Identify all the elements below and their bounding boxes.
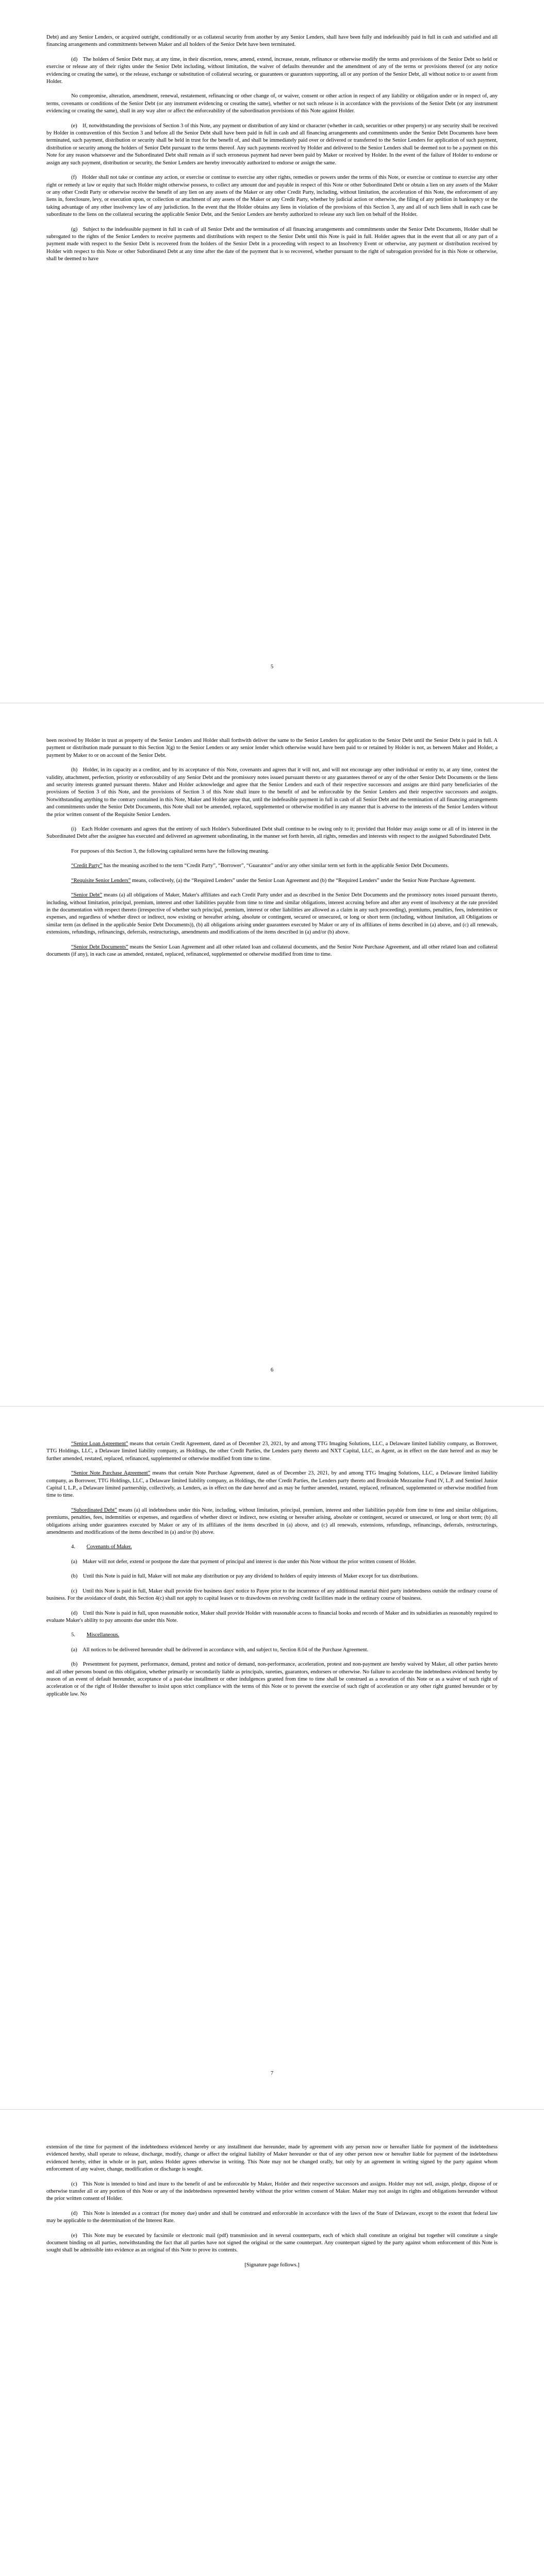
page-number: 5: [270, 664, 274, 670]
paragraph: (a) Maker will not defer, extend or postpone the date that payment of principal and interest is due under this Note without the prior written consent of Holder.: [71, 1558, 417, 1565]
defined-term: “Senior Loan Agreement”: [71, 1441, 128, 1447]
paragraph: (b) Until this Note is paid in full, Maker will not make any distribution or pay any dividend to holders of equity interests of Maker except for tax distributions.: [71, 1573, 419, 1580]
definition-subordinated-debt: [46, 1507, 498, 1537]
signature-page-note: [Signature page follows.]: [244, 2262, 300, 2268]
section-title: Covenants of Maker.: [86, 1544, 132, 1550]
defined-term: “Credit Party”: [71, 863, 103, 869]
paragraph: (g) Subject to the indefeasible payment in full in cash of all Senior Debt and the termination of all financing arrangements and commitments under the Senior Debt Documents, Holder shall be subrogated to the rights of the Senior Lenders to receive payments and distributions with respect to the Senior Debt until this Note is paid in full. Holder agrees that in the event that all or any part of a payment made with respect to the Senior Debt is recovered from the holders of the Senior Debt in a proceeding with respect to an Insolvency Event or otherwise, any payment or distribution received by Holder with respect to this Note or other Subordinated Debt at any time after the date of the payment that is so recovered, whether pursuant to the right of subrogation provided for in this Note or otherwise, shall be deemed to have: [46, 226, 498, 262]
definition-text: has the meaning ascribed to the term “Credit Party”, “Borrower”, “Guarantor” and/or any other similar term set forth in the applicable Senior Debt Documents.: [102, 863, 449, 869]
definition-credit-party: [46, 862, 498, 870]
paragraph: (f) Holder shall not take or continue any action, or exercise or continue to exercise any other rights, remedies or powers under the terms of this Note, or exercise or continue to exercise any other right or remedy at law or equity that such Holder might otherwise possess, to collect any amount due and payable in respect of this Note or other Subordinated Debt or obtain a lien on any assets of the Maker or any other Credit Party or otherwise receive the benefit of any lien on any assets of the Maker or any other Credit Party, including, without limitation, the acceleration of this Note, the enforcement of any liens in, foreclosure, levy, or execution upon, or collection or attachment of any assets of the Maker or any Credit Party, whether by judicial action or otherwise, the filing of any petition in bankruptcy or the taking advantage of any other insolvency law of any jurisdiction. In the event that the Holder obtains any liens in violation of the provisions of this Section 3, any and all of such liens shall in each case be subordinate to the liens on the collateral securing the applicable Senior Debt, and the Senior Lenders are hereby authorized to release any such lien on behalf of the Holder.: [46, 175, 498, 218]
paragraph: No compromise, alteration, amendment, renewal, restatement, refinancing or other change of, or waiver, consent or other action in respect of any liability or obligation under or in respect of, any terms, covenants or conditions of the Senior Debt (or any instrument evidencing or creating the same), whether or not such release is in accordance with the provisions of the Senior Debt (or any instrument evidencing or creating the same), shall in any way alter or affect the enforceability of the subordination provisions of this Note against Holder.: [46, 93, 498, 114]
paragraph: (b) Presentment for payment, performance, demand, protest and notice of demand, non-performance, acceleration, protest and non-payment are hereby waived by Maker, all other parties hereto and all other persons bound on this obligation, whether primarily or secondarily liable as principals, sureties, guarantors, endorsers or otherwise. No failure to accelerate the indebtedness evidenced hereby by reason of an event of default hereunder, acceptance of a past-due installment or other indulgences granted from time to time shall be construed as a novation of this Note or as a waiver of such right of acceleration or of the right of Holder thereafter to insist upon strict compliance with the terms of this Note or to prevent the exercise of such right of acceleration or any other right granted hereunder or by applicable law. No: [46, 1662, 498, 1697]
page-number: 6: [270, 1367, 274, 1373]
paragraph: (d) Until this Note is paid in full, upon reasonable notice, Maker shall provide Holder with reasonable access to financial books and records of Maker and its subsidiaries as reasonably required to evaluate Maker's ability to pay amounts due under this Note.: [46, 1610, 498, 1623]
definition-requisite-senior-lenders: [46, 877, 498, 885]
page-number: 7: [270, 2071, 274, 2076]
section-number: 5.: [71, 1632, 75, 1638]
document-page-6: [0, 703, 544, 1406]
section-heading-miscellaneous: [46, 1632, 498, 1639]
paragraph: (c) This Note is intended to bind and inure to the benefit of and be enforceable by Maker, Holder and their respective successors and assigns. Holder may not sell, assign, pledge, dispose of or otherwise transfer all or any portion of this Note or any of the indebtedness represented hereby without the prior written consent of Maker. Maker may not assign its rights and obligations hereunder without the prior written consent of Holder.: [46, 2181, 498, 2202]
definition-text: means (a) all indebtedness under this Note, including, without limitation, principal, premium, interest and other liabilities payable from time to time and similar obligations, premiums, penalties, fees, indemnities or expenses, and regardless of whether direct or indirect, now existing or hereafter arising, absolute or contingent, secured or unsecured, or long or short term; (b) all obligations arising under guarantees executed by Maker or any of its affiliates of the items described in (a) above, and (c) all renewals, extensions, refundings, refinancings, deferrals, restructurings, amendments and modifications of the items described in (a) and/or (b) above.: [46, 1507, 498, 1536]
defined-term: “Subordinated Debt”: [71, 1507, 117, 1513]
definition-text: means, collectively, (a) the “Required Lenders” under the Senior Loan Agreement and (b) the “Required Lenders” under the Senior Note Purchase Agreement.: [130, 877, 476, 884]
definition-text: means that certain Note Purchase Agreement, dated as of December 23, 2021, by and among TTG Imaging Solutions, LLC, a Delaware limited liability company, as Borrower, TTG Holdings, LLC, a Delaware limited liability company, as Holdings, the other Credit Parties, the Lenders party thereto and Brookside Mezzanine Fund IV, L.P. and Sentinel Junior Capital I, L.P., a Delaware limited partnership, collectively, as Lenders, as in effect on the date hereof and as may be further amended, restated, replaced, refinanced, supplemented or otherwise modified from time to time.: [46, 1470, 498, 1499]
paragraph: (i) Each Holder covenants and agrees that the entirety of such Holder's Subordinated Debt shall continue to be owing only to it; provided that Holder may assign some or all of its interest in the Subordinated Debt after the assignee has executed and delivered an agreement subordinating, in the manner set forth herein, all rights, remedies and interests with respect to the assigned Subordinated Debt.: [46, 826, 498, 840]
section-number: 4.: [71, 1544, 75, 1550]
defined-term: “Senior Debt”: [71, 892, 103, 899]
definition-text: means that certain Credit Agreement, dated as of December 23, 2021, by and among TTG Imaging Solutions, LLC, a Delaware limited liability company, as Borrower, TTG Holdings, LLC, a Delaware limited liability company, as Holdings, the other Credit Parties, the Lenders party thereto and NXT Capital, LLC, as Agent, as in effect on the date hereof and as may be further amended, restated, replaced, refinanced, supplemented or otherwise modified from time to time.: [46, 1441, 498, 1462]
paragraph: extension of the time for payment of the indebtedness evidenced hereby or any installment due hereunder, made by agreement with any person now or hereafter liable for payment of the indebtedness evidenced hereby, shall operate to release, discharge, modify, change or affect the original liability of Maker hereunder or that of any other person now or hereafter liable for payment of the indebtedness evidenced hereby, either in whole or in part, unless Holder agrees otherwise in writing. This Note may not be changed orally, but only by an agreement in writing signed by the party against whom enforcement of any waiver, change, modification or discharge is sought.: [46, 2144, 498, 2173]
paragraph: (d) The holders of Senior Debt may, at any time, in their discretion, renew, amend, extend, increase, restate, refinance or otherwise modify the terms and provisions of the Senior Debt so held or exercise or release any of their rights under the Senior Debt including, without limitation, the waiver of defaults thereunder and the amendment of any of the terms or provisions thereof (or any notice evidencing or creating the same), or the release, exchange or substitution of collateral securing, or guarantees or guarantors supporting, all or any portion of the Senior Debt, all without notice to or assent from Holder.: [46, 56, 498, 85]
section-title: Miscellaneous.: [86, 1632, 120, 1638]
paragraph: For purposes of this Section 3, the following capitalized terms have the following meaning.: [71, 848, 270, 854]
paragraph: (e) This Note may be executed by facsimile or electronic mail (pdf) transmission and in several counterparts, each of which shall constitute an original but together will constitute a single document binding on all parties, notwithstanding the fact that all parties have not signed the original or the same counterpart. Any counterpart signed by the party against whom enforcement of this Note is sought shall be admissible into evidence as an original of this Note to prove its contents.: [46, 2232, 498, 2253]
definition-senior-debt-documents: [46, 944, 498, 959]
definition-text: means (a) all obligations of Maker, Maker's affiliates and each Credit Party under and as described in the Senior Debt Documents and the promissory notes issued pursuant thereto, including, without limitation, principal, premium, interest and other liabilities payable from time to time and similar obligations, interest accruing before and after any event of insolvency at the rate provided in the documentation with respect thereto (irrespective of whether such principal, premium, interest or other liabilities are allowed as a claim in any such proceeding), premiums, penalties, fees, indemnities or expenses, and regardless of whether direct or indirect, now existing or hereafter arising, absolute or contingent, secured or unsecured, or long or short term (including, without limitation, all Obligations or similar term (as defined in the applicable Senior Debt Documents)), (b) all obligations arising under guarantees executed by Maker or any of its affiliates of items described in (a) above, and (c) all renewals, extensions, refundings, refinancings, deferrals, restructurings, amendments and modifications of the items described in (a) and/or (b) above.: [46, 892, 498, 936]
definition-senior-debt: [46, 892, 498, 936]
paragraph: (e) If, notwithstanding the provisions of Section 3 of this Note, any payment or distribution of any kind or character (whether in cash, securities or other property) or any security shall be received by Holder in contravention of this Section 3 and before all the Senior Debt shall have been paid in full in cash and all financing arrangements and commitments under the Senior Debt Documents have been terminated, such payment, distribution or security shall be held in trust for the benefit of, and shall be immediately paid over or delivered or transferred to the Senior Lenders for application of such payment, distribution or security among the holders of Senior Debt pursuant to the terms thereof. Any such payments received by Holder and delivered to the Senior Lenders shall be deemed not to be a payment on this Note for any reason whatsoever and the Subordinated Debt shall remain as if such erroneous payment had never been paid by Maker or received by Holder. In the event of the failure of Holder to endorse or assign any such payment, distribution or security, the Senior Lenders are hereby irrevocably authorized to endorse or assign the same.: [46, 123, 498, 166]
defined-term: “Senior Debt Documents”: [71, 944, 128, 950]
definition-senior-note-purchase-agreement: [46, 1470, 498, 1500]
document-page-7: [0, 1406, 544, 2110]
paragraph: been received by Holder in trust as property of the Senior Lenders and Holder shall forthwith deliver the same to the Senior Lenders for application to the Senior Debt until the Senior Debt is paid in full. A payment or distribution made pursuant to this Section 3(g) to the Senior Lenders or any senior lender which otherwise would have been paid to or retained by Holder is not, as between Maker and Holder, a payment by Maker to or on account of the Senior Debt.: [46, 738, 498, 758]
document-page-8: [0, 2110, 544, 2576]
section-heading-covenants: [46, 1544, 498, 1551]
paragraph: (a) All notices to be delivered hereunder shall be delivered in accordance with, and subject to, Section 8.04 of the Purchase Agreement.: [71, 1647, 369, 1653]
defined-term: “Senior Note Purchase Agreement”: [71, 1470, 151, 1477]
paragraph: Debt) and any Senior Lenders, or acquired outright, conditionally or as collateral security from another by any Senior Lenders, shall have been fully and indefeasibly paid in full in cash and satisfied and all financing arrangements and commitments between Maker and all holders of the Senior Debt have been terminated.: [46, 35, 498, 48]
definition-text: means the Senior Loan Agreement and all other related loan and collateral documents, and the Senior Note Purchase Agreement, and all other related loan and collateral documents (if any), in each case as amended, restated, replaced, refinanced, supplemented or otherwise modified from time to time.: [46, 944, 498, 957]
definition-senior-loan-agreement: [46, 1440, 498, 1463]
defined-term: “Requisite Senior Lenders”: [71, 877, 131, 884]
paragraph: (d) This Note is intended as a contract (for money due) under and shall be construed and enforceable in accordance with the laws of the State of Delaware, except to the extent that federal law may be applicable to the determination of the Interest Rate.: [46, 2210, 498, 2224]
paragraph: (h) Holder, in its capacity as a creditor, and by its acceptance of this Note, covenants and agrees that it will not, and will not encourage any other individual or entity to, at any time, contest the validity, attachment, perfection, priority or enforceability of any Senior Debt and the promissory notes issued pursuant thereto or any guarantees thereof or any of the other Senior Debt Documents or the liens and security interests granted pursuant thereto. Maker and Holder acknowledge and agree that the Senior Lenders and each of their respective successors and assigns are third party beneficiaries of the provisions of Section 3 of this Note, and the provisions of Section 3 of this Note shall inure to the benefit of and be enforceable by the Senior Lenders and their respective successors and assigns. Notwithstanding anything to the contrary contained in this Note, Maker and Holder agree that, until the indefeasible payment in full in cash of all Senior Debt and the termination of all financing arrangements and commitments under the Senior Debt Documents, this Note shall not be amended, replaced, supplemented or otherwise modified in any manner that is adverse to the interests of the Senior Lenders without the prior written consent of the Requisite Senior Lenders.: [46, 767, 498, 818]
document-page-5: [0, 0, 544, 703]
paragraph: (c) Until this Note is paid in full, Maker shall provide five business days' notice to Payee prior to the incurrence of any additional material third party indebtedness outside the ordinary course of business. For the avoidance of doubt, this Section 4(c) shall not apply to capital leases or to drawdowns on revolving credit facilities made in the ordinary course of business.: [46, 1588, 498, 1602]
